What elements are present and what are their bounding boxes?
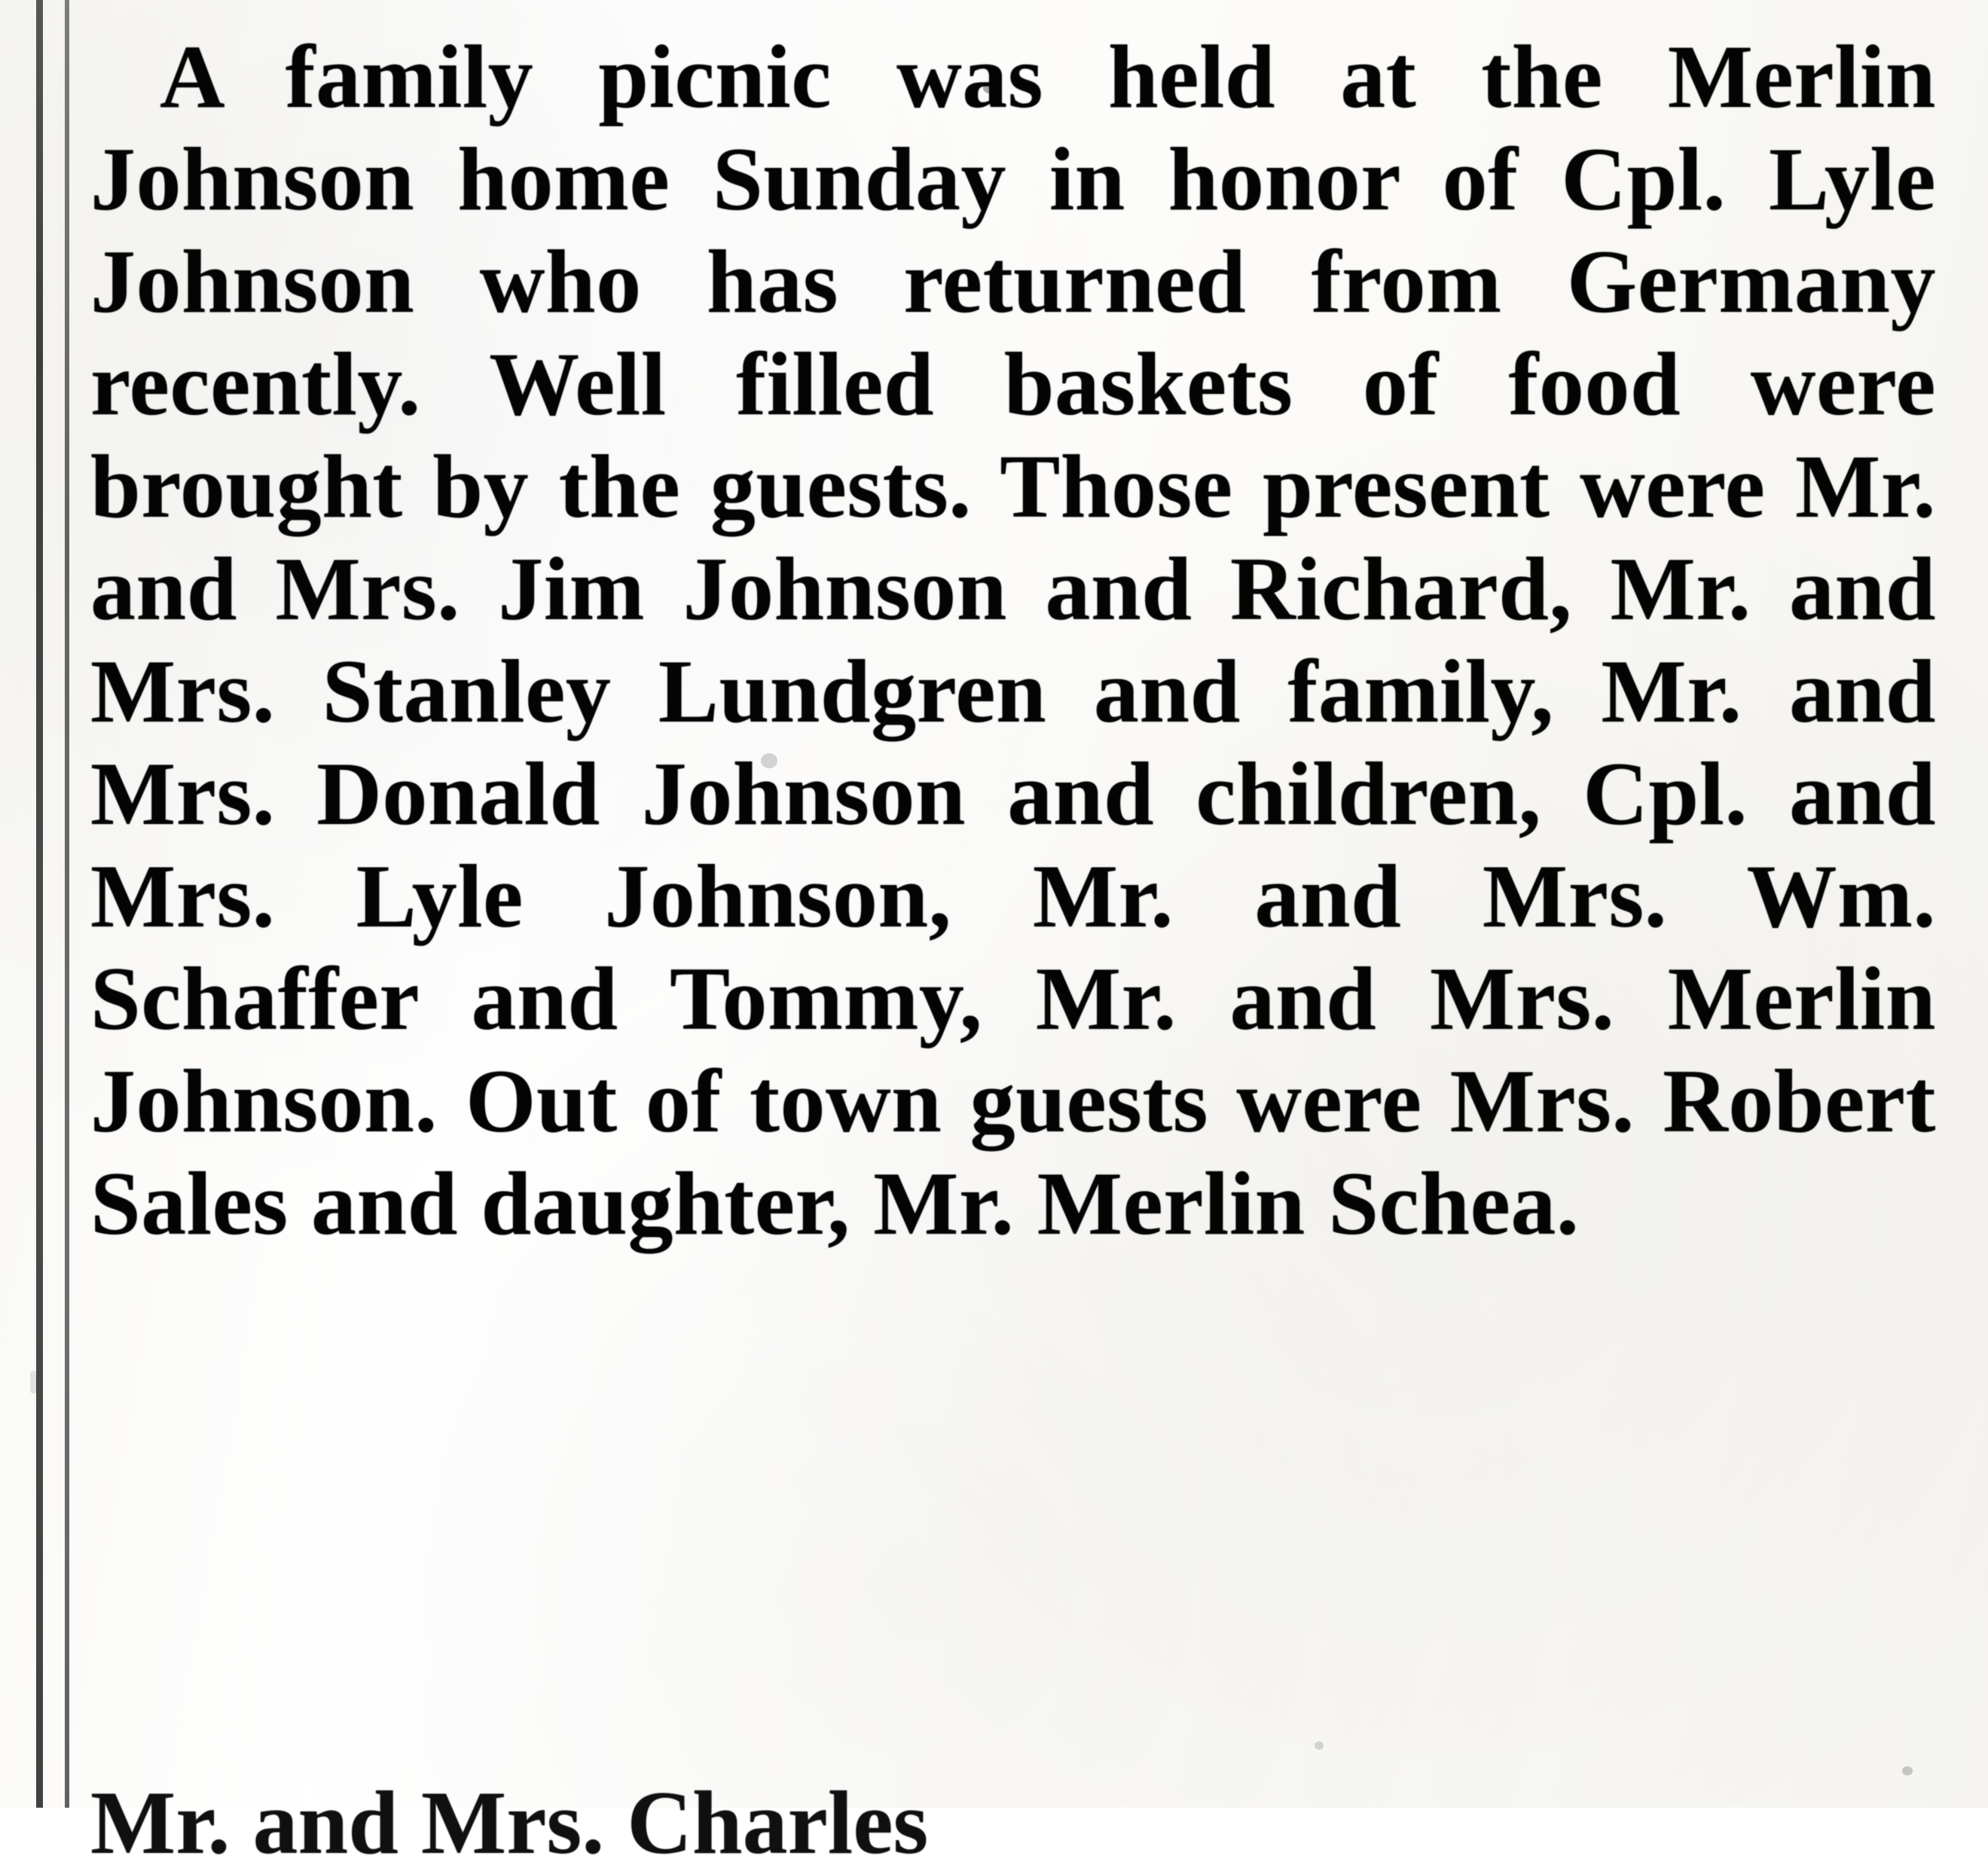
scan-speckle [30,1371,38,1393]
article-paragraph [90,26,1936,1255]
scan-speckle [1315,1741,1324,1750]
column-rule-outer [36,0,43,1808]
article-paragraph-text: A family picnic was held at the Merlin Johnson home Sunday in honor of Cpl. Lyle Johnson who has returned from Germany recently. Well filled baskets of food were brought by the guests. Those present were Mr. and Mrs. Jim Johnson and Richard, Mr. and Mrs. Stanley Lundgren and family, Mr. and Mrs. Donald Johnson and children, Cpl. and Mrs. Lyle Johnson, Mr. and Mrs. Wm. Schaffer and Tommy, Mr. and Mrs. Merlin Johnson. Out of town guests were Mrs. Robert Sales and daughter, Mr. Merlin Schea. [90,26,1936,1253]
column-rule-inner [65,0,69,1808]
article-body [90,26,1936,1255]
next-paragraph-clipped: Mr. and Mrs. Charles [90,1772,929,1872]
